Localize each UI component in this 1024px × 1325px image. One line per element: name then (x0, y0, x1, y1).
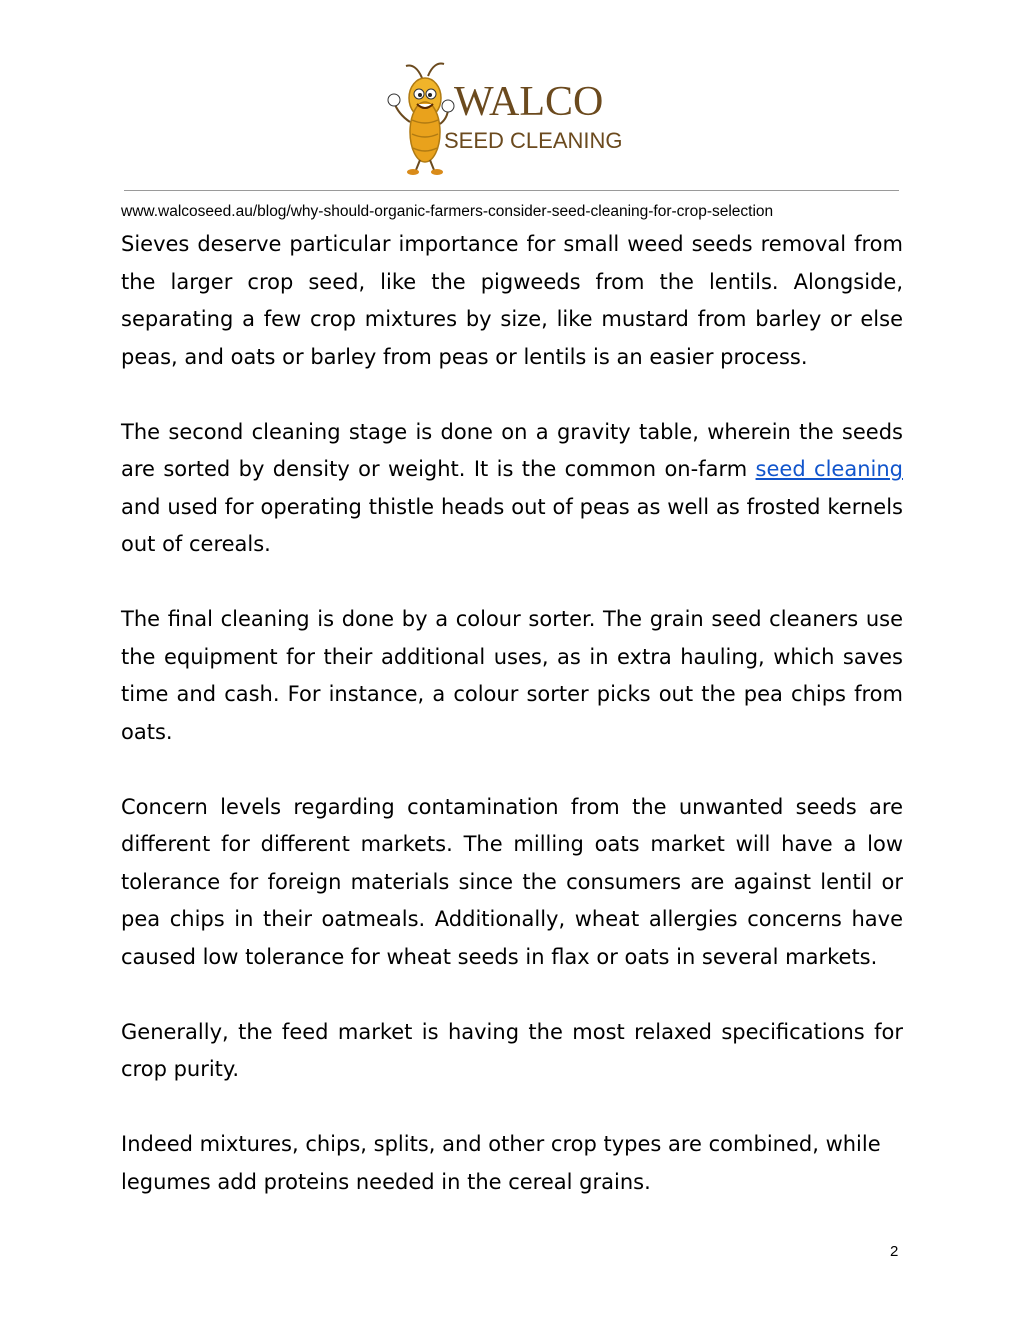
paragraph: Indeed mixtures, chips, splits, and other crop types are combined, while legumes add proteins needed in the cereal grains. (121, 1132, 881, 1194)
paragraph: Sieves deserve particular importance for small weed seeds removal from the larger crop seed, like the pigweeds from the lentils. Alongside, separating a few crop mixtures by size, like mustard from barley or else peas, and oats or barley from peas or lentils is an easier process. (121, 232, 903, 369)
paragraph-text: and used for operating thistle heads out of peas as well as frosted kernels out of cereals. (121, 494, 903, 556)
logo-brand-sub: SEED CLEANING (444, 128, 623, 153)
walco-logo (382, 60, 644, 178)
paragraph: Concern levels regarding contamination from the unwanted seeds are different for different markets. The milling oats market will have a low tolerance for foreign materials since the consumers are against lentil or pea chips in their oatmeals. Additionally, wheat allergies concerns have caused low tolerance for wheat seeds in flax or oats in several markets. (121, 794, 903, 969)
paragraph: The final cleaning is done by a colour sorter. The grain seed cleaners use the equipment for their additional uses, as in extra hauling, which saves time and cash. For instance, a colour sorter picks out the pea chips from oats. (121, 607, 903, 744)
page-number: 2 (890, 1243, 899, 1260)
article-body (121, 226, 903, 1239)
wheat-mascot-icon (388, 64, 454, 176)
header-divider (124, 190, 899, 191)
paragraph (121, 414, 903, 564)
logo-brand-word: WALCO (454, 79, 604, 125)
paragraph: Generally, the feed market is having the most relaxed specifications for crop purity. (121, 1019, 903, 1081)
source-url: www.walcoseed.au/blog/why-should-organic-farmers-consider-seed-cleaning-for-crop-selection (121, 203, 774, 220)
paragraph-text: The second cleaning stage is done on a gravity table, wherein the seeds are sorted by density or weight. It is the common on-farm (121, 419, 903, 481)
seed-cleaning-link[interactable]: seed cleaning (755, 457, 903, 481)
